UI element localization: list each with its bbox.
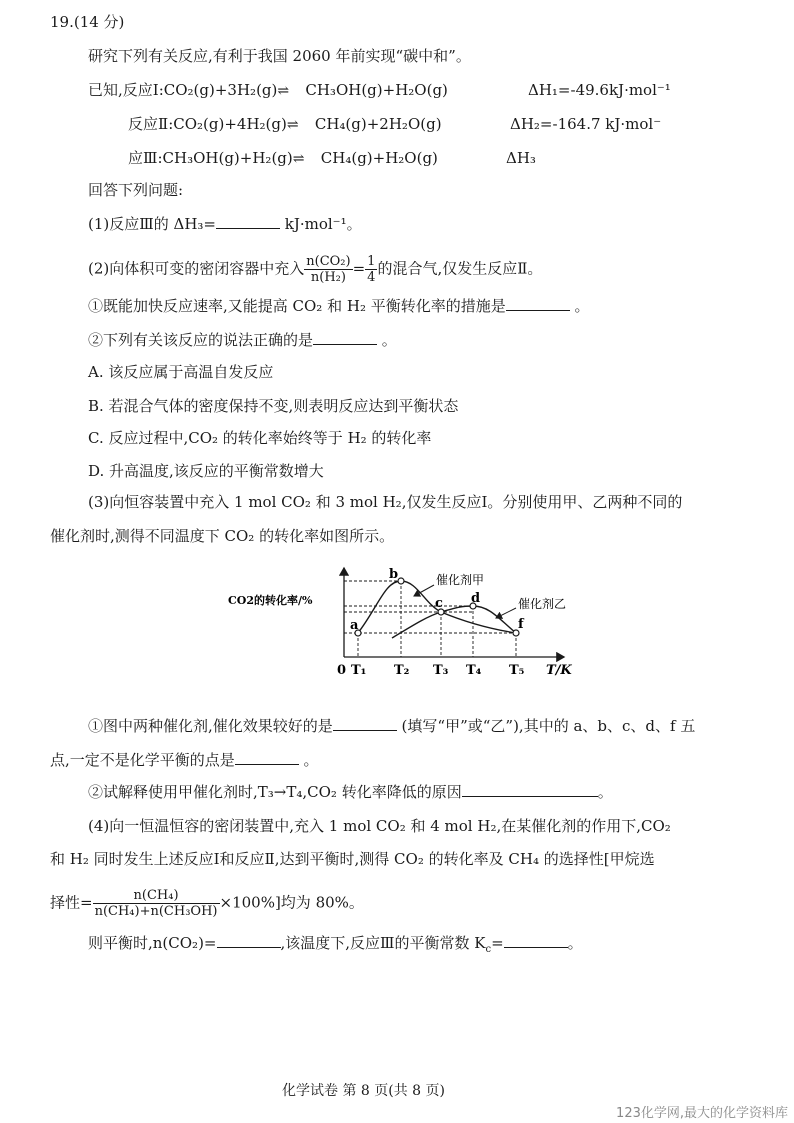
q2-1-blank[interactable]: [506, 296, 570, 311]
option-c: C. 反应过程中,CO₂ 的转化率始终等于 H₂ 的转化率: [88, 429, 432, 447]
question-3-2: [88, 782, 613, 802]
option-d: D. 升高温度,该反应的平衡常数增大: [88, 462, 324, 480]
reaction-3-dh: ΔH₃: [506, 149, 536, 167]
q3-1-end: 。: [298, 751, 319, 769]
reaction-3-label: 应Ⅲ:: [128, 149, 163, 167]
answer-prompt: 回答下列问题:: [88, 181, 184, 199]
q2-2-text: ②下列有关该反应的说法正确的是: [88, 331, 314, 349]
question-header: 19.(14 分): [50, 13, 125, 31]
page-footer: 化学试卷 第 8 页(共 8 页): [282, 1083, 445, 1099]
series-label-yi: 催化剂乙: [518, 597, 567, 611]
ratio-equals: =: [352, 259, 366, 278]
q2-text: (2)向体积可变的密闭容器中充入: [88, 259, 305, 278]
q4-text: 则平衡时,n(CO₂)=: [88, 934, 217, 952]
question-4-line-4: [88, 933, 583, 953]
question-1: [88, 214, 362, 234]
origin-label: 0: [337, 663, 347, 678]
callout-jia-arrow: [414, 585, 434, 596]
reaction-2-rhs: CH₄(g)+2H₂O(g): [314, 115, 442, 133]
reaction-3-lhs: CH₃OH(g)+H₂(g): [162, 149, 293, 167]
q2-2-blank[interactable]: [313, 330, 377, 345]
y-axis-label: CO2的转化率/%: [228, 594, 313, 607]
ratio-fraction: [304, 254, 352, 285]
reaction-1-lhs: CO₂(g)+3H₂(g): [163, 81, 278, 99]
q3-1-blank-b[interactable]: [235, 750, 299, 765]
kc-subscript: c: [485, 944, 492, 955]
reaction-2-dh: ΔH₂=-164.7 kJ·mol⁻: [510, 115, 662, 133]
ratio-value: [365, 254, 377, 285]
reaction-1-label: 反应Ⅰ:: [122, 81, 164, 99]
reaction-2: [128, 114, 442, 135]
question-3-1: [88, 716, 695, 736]
selectivity-end: ×100%]均为 80%。: [219, 893, 364, 912]
x-axis-label: T/K: [546, 663, 572, 678]
point-label-d: d: [471, 591, 481, 606]
question-2-2: [88, 330, 397, 350]
ratio-denominator: n(H₂): [310, 270, 346, 285]
equilibrium-arrow-icon: ⇌: [286, 117, 296, 133]
intro-text: 研究下列有关反应,有利于我国 2060 年前实现“碳中和”。: [88, 47, 471, 65]
reaction-1: [88, 80, 448, 101]
ratio-value-denominator: 4: [367, 270, 376, 285]
q2-1-text: ①既能加快反应速率,又能提高 CO₂ 和 H₂ 平衡转化率的措施是: [88, 297, 506, 315]
ratio-numerator: n(CO₂): [306, 254, 351, 269]
q4-mid: ,该温度下,反应Ⅲ的平衡常数 K: [280, 934, 486, 952]
option-b: B. 若混合气体的密度保持不变,则表明反应达到平衡状态: [88, 397, 459, 415]
x-tick-t5: T₅: [509, 663, 525, 678]
q1-unit: kJ·mol⁻¹。: [279, 215, 362, 233]
question-3-line-2: 催化剂时,测得不同温度下 CO₂ 的转化率如图所示。: [50, 527, 395, 545]
selectivity-numerator: n(CH₄): [93, 888, 220, 904]
equilibrium-arrow-icon: ⇌: [277, 83, 287, 99]
equilibrium-arrow-icon: ⇌: [292, 151, 302, 167]
x-tick-t2: T₂: [394, 663, 410, 678]
watermark: 123化学网,最大的化学资料库: [616, 1106, 788, 1121]
guide-lines: [344, 581, 516, 657]
q2-1-end: 。: [569, 297, 590, 315]
ratio-value-numerator: 1: [367, 254, 376, 269]
q4-end: 。: [567, 934, 583, 952]
question-4-line-2: 和 H₂ 同时发生上述反应Ⅰ和反应Ⅱ,达到平衡时,测得 CO₂ 的转化率及 CH₄ 的选择性[甲烷选: [50, 850, 655, 868]
question-2: [88, 254, 542, 285]
conversion-chart: [220, 562, 590, 686]
q3-2-blank[interactable]: [462, 782, 598, 797]
reaction-2-label: 反应Ⅱ:: [128, 115, 174, 133]
callout-yi-arrow: [496, 608, 516, 618]
question-3-1-cont: [50, 750, 319, 770]
question-4-line-1: (4)向一恒温恒容的密闭装置中,充入 1 mol CO₂ 和 4 mol H₂,在某催化剂的作用下,CO₂: [88, 817, 671, 835]
q3-2-end: 。: [597, 783, 613, 801]
option-a: A. 该反应属于高温自发反应: [88, 363, 274, 381]
point-label-f: f: [518, 617, 524, 632]
point-b: [398, 578, 404, 584]
point-label-b: b: [389, 567, 399, 582]
selectivity-fraction: [93, 888, 220, 919]
q4-equals: =: [491, 934, 504, 952]
q3-1-line2: 点,一定不是化学平衡的点是: [50, 751, 235, 769]
x-tick-t1: T₁: [351, 663, 367, 678]
known-prefix: 已知,: [88, 81, 123, 99]
q1-blank[interactable]: [216, 214, 280, 229]
reaction-3: [128, 148, 438, 169]
q3-1-text: ①图中两种催化剂,催化效果较好的是: [88, 717, 333, 735]
selectivity-label: 择性=: [50, 893, 93, 912]
q4-blank-b[interactable]: [504, 933, 568, 948]
q2-text-end: 的混合气,仅发生反应Ⅱ。: [377, 259, 543, 278]
question-3-line-1: (3)向恒容装置中充入 1 mol CO₂ 和 3 mol H₂,仅发生反应Ⅰ。分别使用甲、乙两种不同的: [88, 493, 683, 511]
q2-2-end: 。: [377, 331, 397, 349]
question-2-1: [88, 296, 590, 316]
x-tick-t3: T₃: [433, 663, 449, 678]
reaction-2-lhs: CO₂(g)+4H₂(g): [173, 115, 287, 133]
reaction-1-rhs: CH₃OH(g)+H₂O(g): [305, 81, 448, 99]
chart-svg: [220, 562, 590, 686]
q3-1-blank-a[interactable]: [333, 716, 397, 731]
reaction-3-rhs: CH₄(g)+H₂O(g): [320, 149, 438, 167]
q4-blank-a[interactable]: [217, 933, 281, 948]
q3-2-text: ②试解释使用甲催化剂时,T₃→T₄,CO₂ 转化率降低的原因: [88, 783, 462, 801]
question-4-line-3: [50, 888, 364, 919]
selectivity-denominator: n(CH₄)+n(CH₃OH): [94, 904, 218, 919]
point-label-c: c: [435, 596, 443, 611]
reaction-1-dh: ΔH₁=-49.6kJ·mol⁻¹: [528, 81, 671, 99]
q3-1-mid: (填写“甲”或“乙”),其中的 a、b、c、d、f 五: [396, 717, 696, 735]
q1-text: (1)反应Ⅲ的 ΔH₃=: [88, 215, 216, 233]
point-label-a: a: [350, 618, 359, 633]
x-tick-t4: T₄: [466, 663, 482, 678]
series-label-jia: 催化剂甲: [436, 573, 485, 587]
